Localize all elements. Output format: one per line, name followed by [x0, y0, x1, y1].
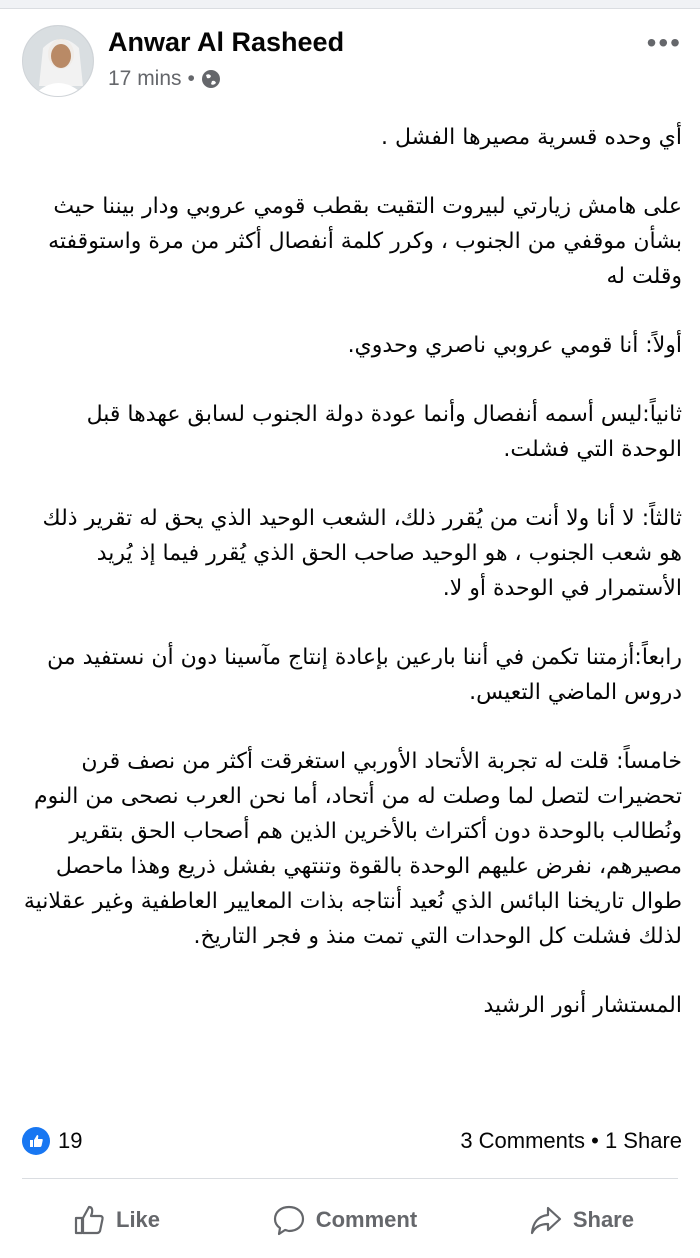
post-paragraph: رابعاً:أزمتنا تكمن في أننا بارعين بإعادة إنتاج مآسينا دون أن نستفيد من دروس الماضي التعيس. — [47, 645, 682, 705]
likes-count[interactable]: 19 — [58, 1128, 83, 1153]
like-button[interactable] — [22, 1192, 210, 1248]
divider — [22, 1178, 678, 1179]
reaction-stats — [22, 1123, 682, 1159]
like-reaction-icon[interactable] — [22, 1127, 50, 1155]
share-icon — [529, 1203, 563, 1237]
like-label: Like — [116, 1207, 161, 1232]
more-options-icon[interactable]: ••• — [646, 27, 682, 58]
post-meta — [108, 67, 221, 91]
post-content — [22, 120, 682, 1057]
comment-button[interactable] — [222, 1192, 467, 1248]
share-button[interactable] — [479, 1192, 682, 1248]
thumbs-up-icon — [72, 1203, 106, 1237]
post-header — [22, 25, 682, 97]
comments-shares-count[interactable]: 3 Comments • 1 Share — [460, 1128, 682, 1153]
meta-separator: • — [187, 67, 195, 90]
comment-label: Comment — [315, 1207, 418, 1232]
globe-icon — [201, 69, 221, 89]
action-bar — [22, 1192, 682, 1248]
timestamp[interactable]: 17 mins — [108, 67, 182, 90]
post-paragraph: أولاً: أنا قومي عروبي ناصري وحدوي. — [347, 333, 682, 358]
post-paragraph: خامساً: قلت له تجربة الأتحاد الأوربي استغرقت أكثر من نصف قرن تحضيرات لتصل لما وصلت له من أتحاد، أما نحن العرب نصحى من النوم ونُطالب بالوحدة دون أكتراث بالأخرين الذين هم أصحاب الحق بتقرير مصيرهم، نفرض عليهم الوحدة بالقوة وتنتهي بفشل ذريع وهذا ماحصل طوال تاريخنا البائس الذي نُعيد أنتاجه بذات المعايير العاطفية وغير عقلانية لذلك فشلت كل الوحدات التي تمت منذ و فجر التاريخ. — [23, 749, 682, 949]
post-paragraph: ثالثاً: لا أنا ولا أنت من يُقرر ذلك، الشعب الوحيد الذي يحق له تقرير ذلك هو شعب الجنوب ، هو الوحيد صاحب الحق الذي يُقرر فيما إذ يُريد الأستمرار في الوحدة أو لا. — [42, 506, 682, 601]
post-paragraph: على هامش زيارتي لبيروت التقيت بقطب قومي عروبي ودار بيننا حيث بشأن موقفي من الجنوب ، وكرر كلمة أنفصال أكثر من مرة واستوقفته وقلت له — [48, 194, 682, 289]
avatar-image — [23, 26, 93, 96]
post-paragraph: ثانياً:ليس أسمه أنفصال وأنما عودة دولة الجنوب لسابق عهدها قبل الوحدة التي فشلت. — [86, 402, 682, 462]
post-signature: المستشار أنور الرشيد — [483, 993, 682, 1018]
share-label: Share — [572, 1207, 634, 1232]
comment-icon — [272, 1203, 306, 1237]
avatar[interactable] — [22, 25, 94, 97]
top-border — [0, 0, 700, 9]
author-name[interactable]: Anwar Al Rasheed — [108, 27, 345, 57]
post-paragraph: أي وحده قسرية مصيرها الفشل . — [381, 125, 682, 150]
